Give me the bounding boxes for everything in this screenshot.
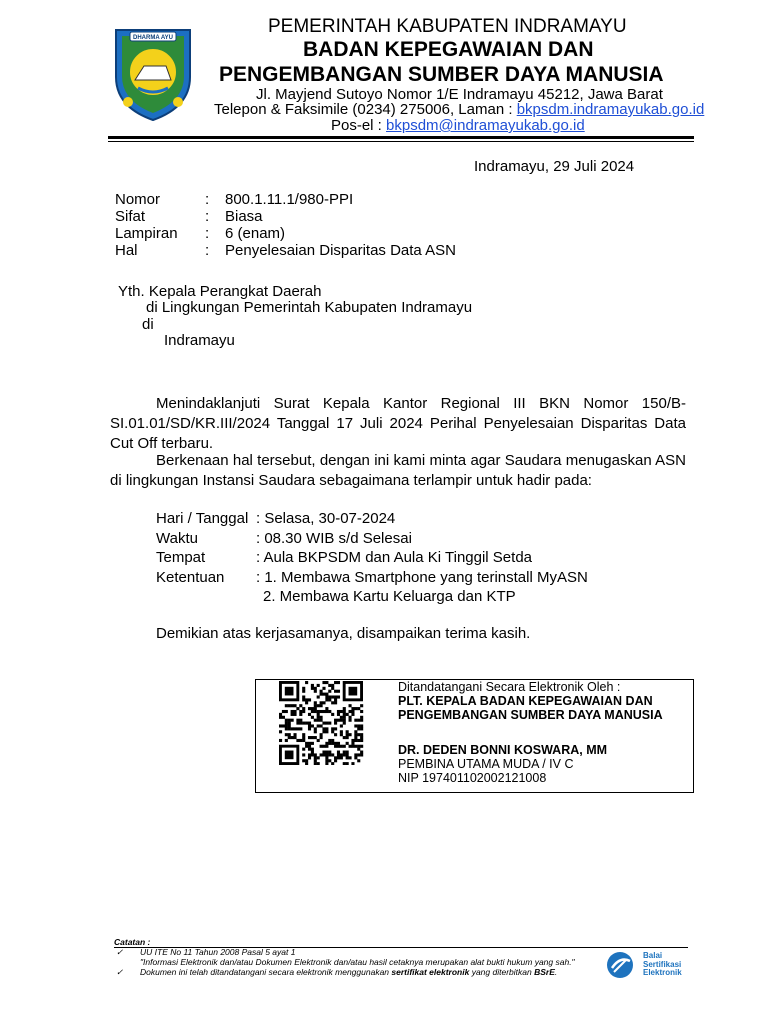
letter-meta xyxy=(115,191,456,259)
bsre-line3: Elektronik xyxy=(643,968,682,978)
meta-value: 6 (enam) xyxy=(225,225,286,242)
detail-value: : 08.30 WIB s/d Selesai xyxy=(256,529,412,547)
meta-key: Nomor xyxy=(115,191,161,208)
note-law: UU ITE No 11 Tahun 2008 Pasal 5 ayat 1 xyxy=(140,947,296,957)
note-item xyxy=(116,967,596,977)
meta-value: 800.1.11.1/980-PPI xyxy=(225,191,354,208)
detail-key: Ketentuan xyxy=(156,568,225,586)
detail-row xyxy=(156,568,588,588)
event-details xyxy=(156,509,588,607)
meta-colon: : xyxy=(205,191,210,208)
meta-key: Hal xyxy=(115,242,138,259)
detail-row xyxy=(156,587,588,607)
detail-key: Waktu xyxy=(156,529,198,547)
paragraph-reference: Menindaklanjuti Surat Kepala Kantor Regional III BKN Nomor 150/B-SI.01.01/SD/KR.III/2024 Tanggal 17 Juli 2024 Perihal Penyelesaian Disparitas Data Cut Off terbaru. xyxy=(110,395,686,452)
header-government: PEMERINTAH KABUPATEN INDRAMAYU xyxy=(268,16,627,37)
detail-value: : Aula BKPSDM dan Aula Ki Tinggil Setda xyxy=(256,549,532,566)
meta-row xyxy=(115,242,456,259)
header-agency-line1: BADAN KEPEGAWAIAN DAN xyxy=(303,38,594,61)
header-email xyxy=(331,117,585,134)
header-divider xyxy=(108,136,694,139)
detail-value: 2. Membawa Kartu Keluarga dan KTP xyxy=(263,588,516,605)
header-agency-line2: PENGEMBANGAN SUMBER DAYA MANUSIA xyxy=(219,63,664,86)
detail-row xyxy=(156,509,588,529)
signer-title-line2: PENGEMBANGAN SUMBER DAYA MANUSIA xyxy=(398,708,663,722)
bsre-line2: Sertifikasi xyxy=(643,959,682,969)
detail-value: : 1. Membawa Smartphone yang terinstall MyASN xyxy=(256,568,588,586)
detail-key xyxy=(156,587,256,607)
bsre-line1: Balai xyxy=(643,951,663,960)
signer-title-line1: PLT. KEPALA BADAN KEPEGAWAIAN DAN xyxy=(398,694,653,708)
detail-row xyxy=(156,529,588,549)
header-website-link[interactable]: bkpsdm.indramayukab.go.id xyxy=(516,101,705,118)
detail-key: Hari / Tanggal xyxy=(156,510,249,527)
meta-colon: : xyxy=(205,208,210,225)
emblem-caption: DHARMA AYU xyxy=(132,35,174,41)
bsre-label xyxy=(643,952,682,978)
header-phone-text: Telepon & Faksimile (0234) 275006, Laman : xyxy=(214,101,517,118)
meta-value: Biasa xyxy=(225,208,263,225)
note-certificate: Dokumen ini telah ditandatangani secara elektronik menggunakan sertifikat elektronik yang diterbitkan BSrE. xyxy=(140,967,558,977)
detail-value: : Selasa, 30-07-2024 xyxy=(256,510,396,527)
signer-name: DR. DEDEN BONNI KOSWARA, MM xyxy=(398,743,608,757)
paragraph-request: Berkenaan hal tersebut, dengan ini kami minta agar Saudara menugaskan ASN di lingkungan Instansi Saudara sebagaimana terlampir untuk hadir pada: xyxy=(110,452,686,489)
meta-row xyxy=(115,191,456,208)
signed-by-label: Ditandatangani Secara Elektronik Oleh : xyxy=(398,680,621,694)
qr-code-icon[interactable] xyxy=(276,681,366,765)
note-item xyxy=(116,947,596,957)
closing-sentence: Demikian atas kerjasamanya, disampaikan terima kasih. xyxy=(156,625,531,642)
recipient-line4: Indramayu xyxy=(164,332,235,349)
meta-row xyxy=(115,208,456,225)
meta-colon: : xyxy=(205,242,210,259)
meta-colon: : xyxy=(205,225,210,242)
detail-row xyxy=(156,548,588,568)
recipient-line2: di Lingkungan Pemerintah Kabupaten Indramayu xyxy=(146,299,473,316)
recipient-line3: di xyxy=(142,316,154,333)
check-icon: ✓ xyxy=(116,947,124,957)
recipient-line1: Yth. Kepala Perangkat Daerah xyxy=(118,283,322,300)
signer-nip: NIP 197401102002121008 xyxy=(398,771,547,785)
meta-row xyxy=(115,225,456,242)
check-icon: ✓ xyxy=(116,967,124,977)
header-address: Jl. Mayjend Sutoyo Nomor 1/E Indramayu 45212, Jawa Barat xyxy=(256,86,663,103)
letter-date: Indramayu, 29 Juli 2024 xyxy=(474,158,635,175)
signature-block xyxy=(398,680,663,785)
meta-key: Sifat xyxy=(115,208,146,225)
header-phone xyxy=(214,101,704,118)
detail-key: Tempat xyxy=(156,549,206,566)
meta-value: Penyelesaian Disparitas Data ASN xyxy=(225,242,456,259)
header-divider-thin xyxy=(108,141,694,142)
header-email-link[interactable]: bkpsdm@indramayukab.go.id xyxy=(386,117,585,134)
note-quote: "Informasi Elektronik dan/atau Dokumen Elektronik dan/atau hasil cetaknya merupakan alat bukti hukum yang sah." xyxy=(140,957,575,967)
meta-key: Lampiran xyxy=(115,225,178,242)
notes-list xyxy=(116,947,596,977)
regency-emblem-icon xyxy=(108,22,198,122)
notes-title: Catatan : xyxy=(114,937,151,947)
header-email-label: Pos-el : xyxy=(331,117,387,134)
signer-rank: PEMBINA UTAMA MUDA / IV C xyxy=(398,757,574,771)
